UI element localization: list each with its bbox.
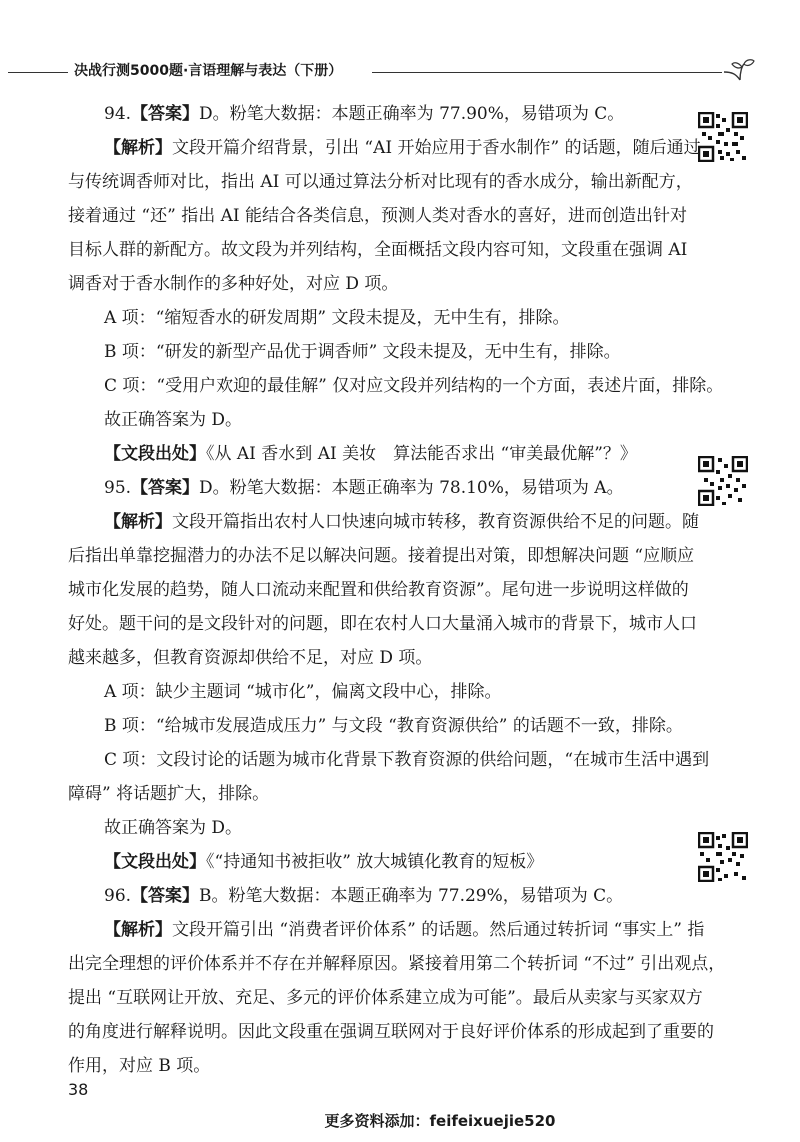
question-96-analysis-line-1	[104, 918, 704, 942]
analysis-text: 好处。题干问的是文段针对的问题，即在农村人口大量涌入城市的背景下，城市人口	[68, 614, 697, 634]
option-b: B 项：“研发的新型产品优于调香师” 文段未提及，无中生有，排除。	[104, 342, 621, 362]
option-c: C 项：文段讨论的话题为城市化背景下教育资源的供给问题，“在城市生活中遇到	[104, 750, 710, 770]
source-line	[104, 442, 637, 466]
question-94-analysis-line-1	[104, 136, 701, 160]
option-a: A 项：“缩短香水的研发周期” 文段未提及，无中生有，排除。	[104, 308, 570, 328]
analysis-tag: 【解析】	[104, 512, 172, 532]
answer-tag: 【答案】	[131, 104, 200, 124]
analysis-text: 文段开篇指出农村人口快速向城市转移，教育资源供给不足的问题。随	[172, 512, 699, 532]
analysis-text: 后指出单靠挖掘潜力的办法不足以解决问题。接着提出对策，即想解决问题 “应顺应	[68, 546, 695, 566]
analysis-text: 提出 “互联网让开放、充足、多元的评价体系建立成为可能”。最后从卖家与买家双方	[68, 988, 703, 1008]
analysis-text: 与传统调香师对比，指出 AI 可以通过算法分析对比现有的香水成分，输出新配方，	[68, 172, 693, 192]
qr-code-icon	[698, 456, 748, 506]
option-b: B 项：“给城市发展造成压力” 与文段 “教育资源供给” 的话题不一致，排除。	[104, 716, 683, 736]
analysis-text: 目标人群的新配方。故文段为并列结构，全面概括文段内容可知，文段重在强调 AI	[68, 240, 688, 260]
analysis-text: 出完全理想的评价体系并不存在并解释原因。紧接着用第二个转折词 “不过” 引出观点，	[68, 954, 726, 974]
analysis-text: 的角度进行解释说明。因此文段重在强调互联网对于良好评价体系的形成起到了重要的	[68, 1022, 714, 1042]
conclusion: 故正确答案为 D。	[104, 410, 243, 430]
footer-text: 更多资料添加：feifeixuejie520	[324, 1112, 556, 1130]
analysis-text: 文段开篇引出 “消费者评价体系” 的话题。然后通过转折词 “事实上” 指	[172, 920, 705, 940]
conclusion: 故正确答案为 D。	[104, 818, 243, 838]
source-tag: 【文段出处】	[104, 444, 206, 464]
analysis-text: 调香对于香水制作的多种好处，对应 D 项。	[68, 274, 399, 294]
book-title: 决战行测5000题·言语理解与表达（下册）	[74, 63, 343, 79]
source-tag: 【文段出处】	[104, 852, 206, 872]
footer-note	[0, 1110, 800, 1131]
question-94-answer	[104, 102, 624, 126]
question-95-answer	[104, 476, 624, 500]
source-text: 《从 AI 香水到 AI 美妆 算法能否求出 “审美最优解”？》	[206, 444, 637, 464]
analysis-text: 文段开篇介绍背景，引出 “AI 开始应用于香水制作” 的话题，随后通过	[172, 138, 701, 158]
answer-text: B。粉笔大数据：本题正确率为 77.29%，易错项为 C。	[199, 886, 624, 906]
question-number: 95.	[104, 478, 132, 498]
qr-code-icon	[698, 832, 748, 882]
question-number: 96.	[104, 886, 132, 906]
analysis-text: 越来越多，但教育资源却供给不足，对应 D 项。	[68, 648, 433, 668]
question-number: 94.	[104, 104, 132, 124]
source-text: 《“持通知书被拒收” 放大城镇化教育的短板》	[206, 852, 544, 872]
page-number: 38	[68, 1080, 89, 1099]
analysis-tag: 【解析】	[104, 920, 172, 940]
running-header	[0, 56, 800, 86]
sprout-icon	[722, 58, 756, 84]
option-a: A 项：缺少主题词 “城市化”，偏离文段中心，排除。	[104, 682, 502, 702]
answer-text: D。粉笔大数据：本题正确率为 77.90%，易错项为 C。	[199, 104, 625, 124]
answer-tag: 【答案】	[131, 478, 200, 498]
analysis-text: 城市化发展的趋势，随人口流动来配置和供给教育资源”。尾句进一步说明这样做的	[68, 580, 689, 600]
analysis-tag: 【解析】	[104, 138, 172, 158]
qr-code-icon	[698, 112, 748, 162]
question-95-analysis-line-1	[104, 510, 699, 534]
answer-tag: 【答案】	[131, 886, 200, 906]
source-line	[104, 850, 543, 874]
answer-text: D。粉笔大数据：本题正确率为 78.10%，易错项为 A。	[199, 478, 624, 498]
header-rule-left	[8, 72, 68, 73]
option-c-continued: 障碍” 将话题扩大，排除。	[68, 784, 270, 804]
option-c: C 项：“受用户欢迎的最佳解” 仅对应文段并列结构的一个方面，表述片面，排除。	[104, 376, 724, 396]
analysis-text: 作用，对应 B 项。	[68, 1056, 211, 1076]
header-rule-right	[372, 72, 722, 73]
question-96-answer	[104, 884, 623, 908]
analysis-text: 接着通过 “还” 指出 AI 能结合各类信息，预测人类对香水的喜好，进而创造出针对	[68, 206, 687, 226]
